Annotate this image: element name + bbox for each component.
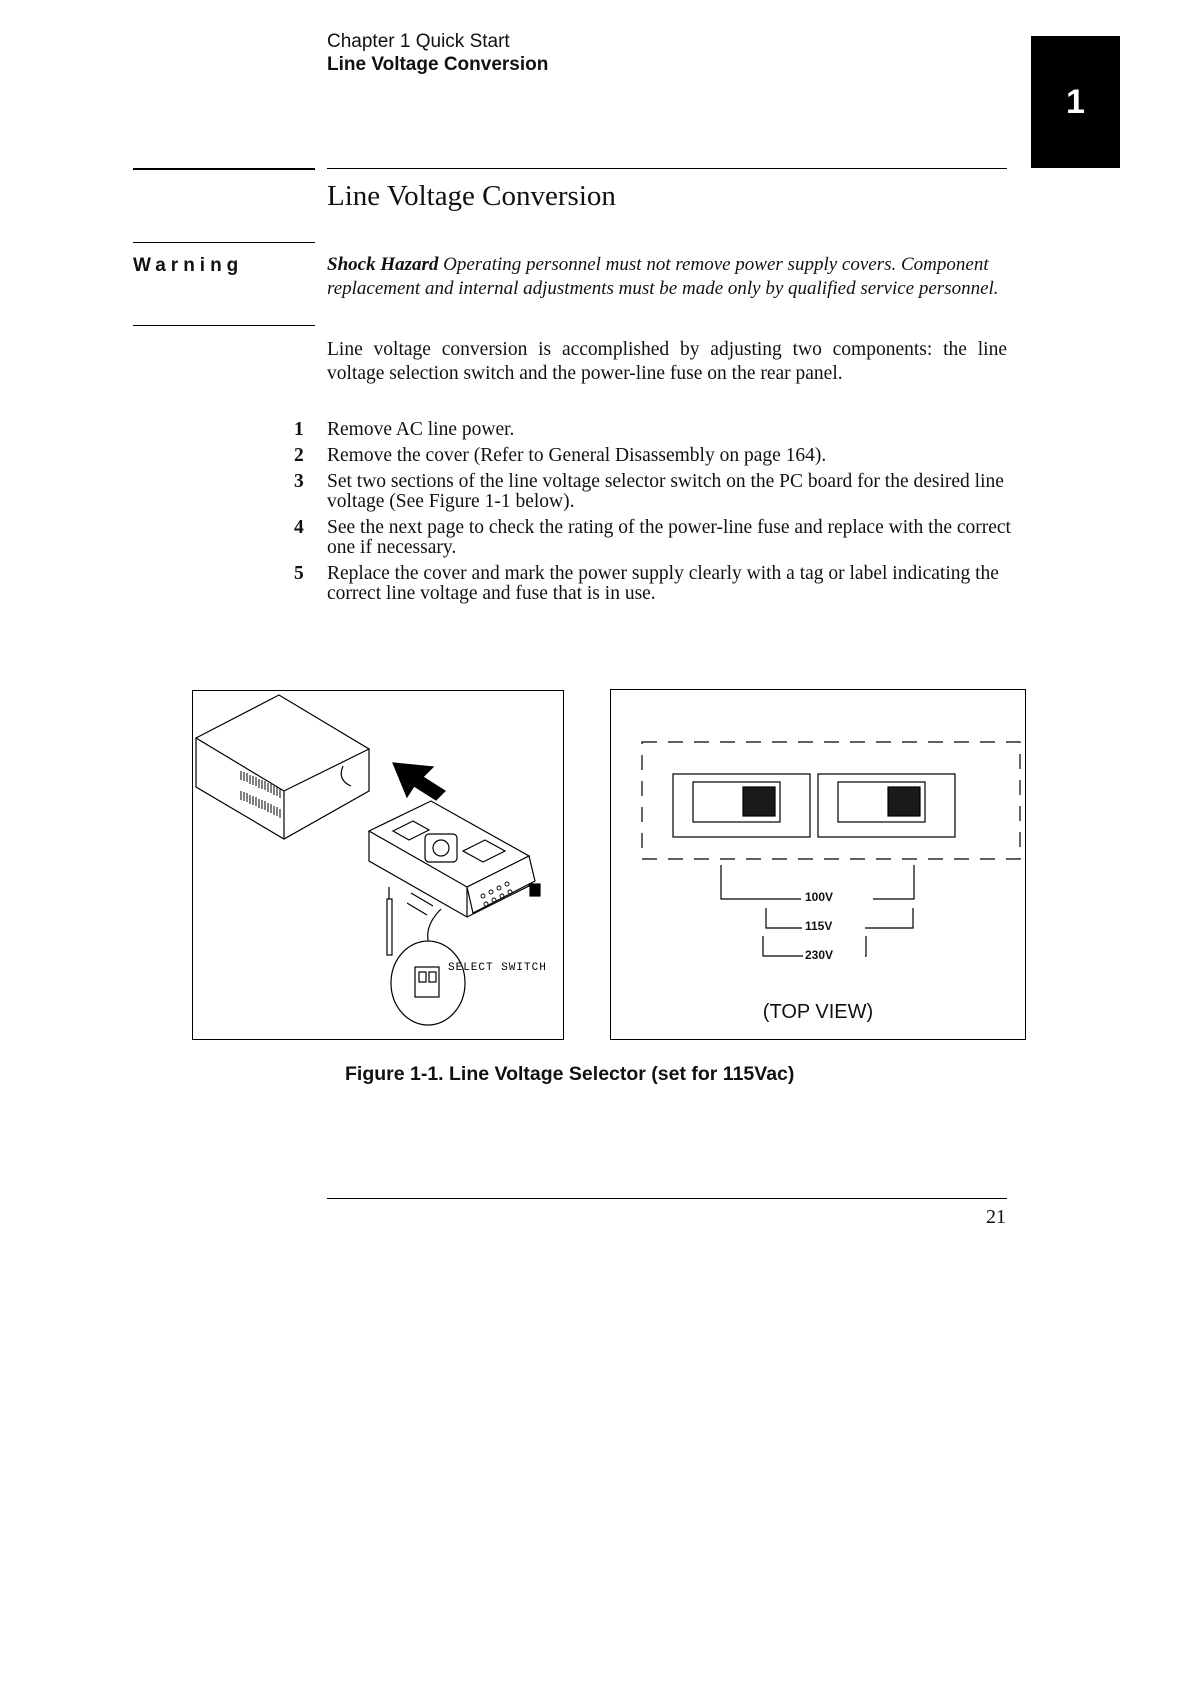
figure-caption: Figure 1-1. Line Voltage Selector (set for 115Vac) [345, 1063, 795, 1085]
warning-text [327, 253, 1007, 301]
cover-removal-drawing [193, 691, 563, 1039]
warning-lead: Shock Hazard [327, 254, 439, 275]
voltage-label-230v: 230V [805, 948, 834, 962]
selector-switch-drawing [611, 690, 1025, 1039]
warning-top-rule [133, 242, 315, 243]
step-number: 4 [294, 517, 304, 538]
chapter-tab: 1 [1031, 36, 1120, 168]
intro-paragraph: Line voltage conversion is accomplished by adjusting two components: the line voltage selection switch and the power-line fuse on the rear panel. [327, 339, 1007, 384]
running-header-chapter: Chapter 1 Quick Start [327, 31, 510, 52]
step-item [294, 420, 1014, 440]
step-text: Replace the cover and mark the power supply clearly with a tag or label indicating the correct line voltage and fuse that is in use. [327, 563, 999, 604]
step-number: 3 [294, 471, 304, 492]
running-header-section: Line Voltage Conversion [327, 54, 549, 75]
main-top-rule [327, 168, 1007, 169]
voltage-label-115v: 115V [805, 919, 833, 933]
step-text: See the next page to check the rating of the power-line fuse and replace with the correct one if necessary. [327, 517, 1011, 558]
step-list [294, 420, 1014, 610]
step-item [294, 472, 1014, 512]
step-text: Remove AC line power. [327, 419, 515, 440]
warning-body: Operating personnel must not remove power supply covers. Component replacement and internal adjustments must be made only by qualified service personnel. [327, 254, 999, 299]
step-text: Remove the cover (Refer to General Disassembly on page 164). [327, 445, 827, 466]
step-text: Set two sections of the line voltage selector switch on the PC board for the desired line voltage (See Figure 1-1 below). [327, 471, 1004, 512]
left-top-rule [133, 168, 315, 170]
select-switch-label: SELECT SWITCH [448, 962, 547, 974]
step-item [294, 446, 1014, 466]
page-number: 21 [986, 1206, 1006, 1228]
top-view-label: (TOP VIEW) [762, 1001, 874, 1023]
warning-bottom-rule [133, 325, 315, 326]
figure-illustration-cover-removal [192, 690, 564, 1040]
step-item [294, 564, 1014, 604]
voltage-label-100v: 100V [805, 890, 834, 904]
figure-switch-top-view [610, 689, 1026, 1040]
warning-label: Warning [133, 255, 244, 276]
step-item [294, 518, 1014, 558]
section-title: Line Voltage Conversion [327, 180, 616, 212]
step-number: 1 [294, 419, 304, 440]
step-number: 5 [294, 563, 304, 584]
footer-rule [327, 1198, 1007, 1199]
step-number: 2 [294, 445, 304, 466]
